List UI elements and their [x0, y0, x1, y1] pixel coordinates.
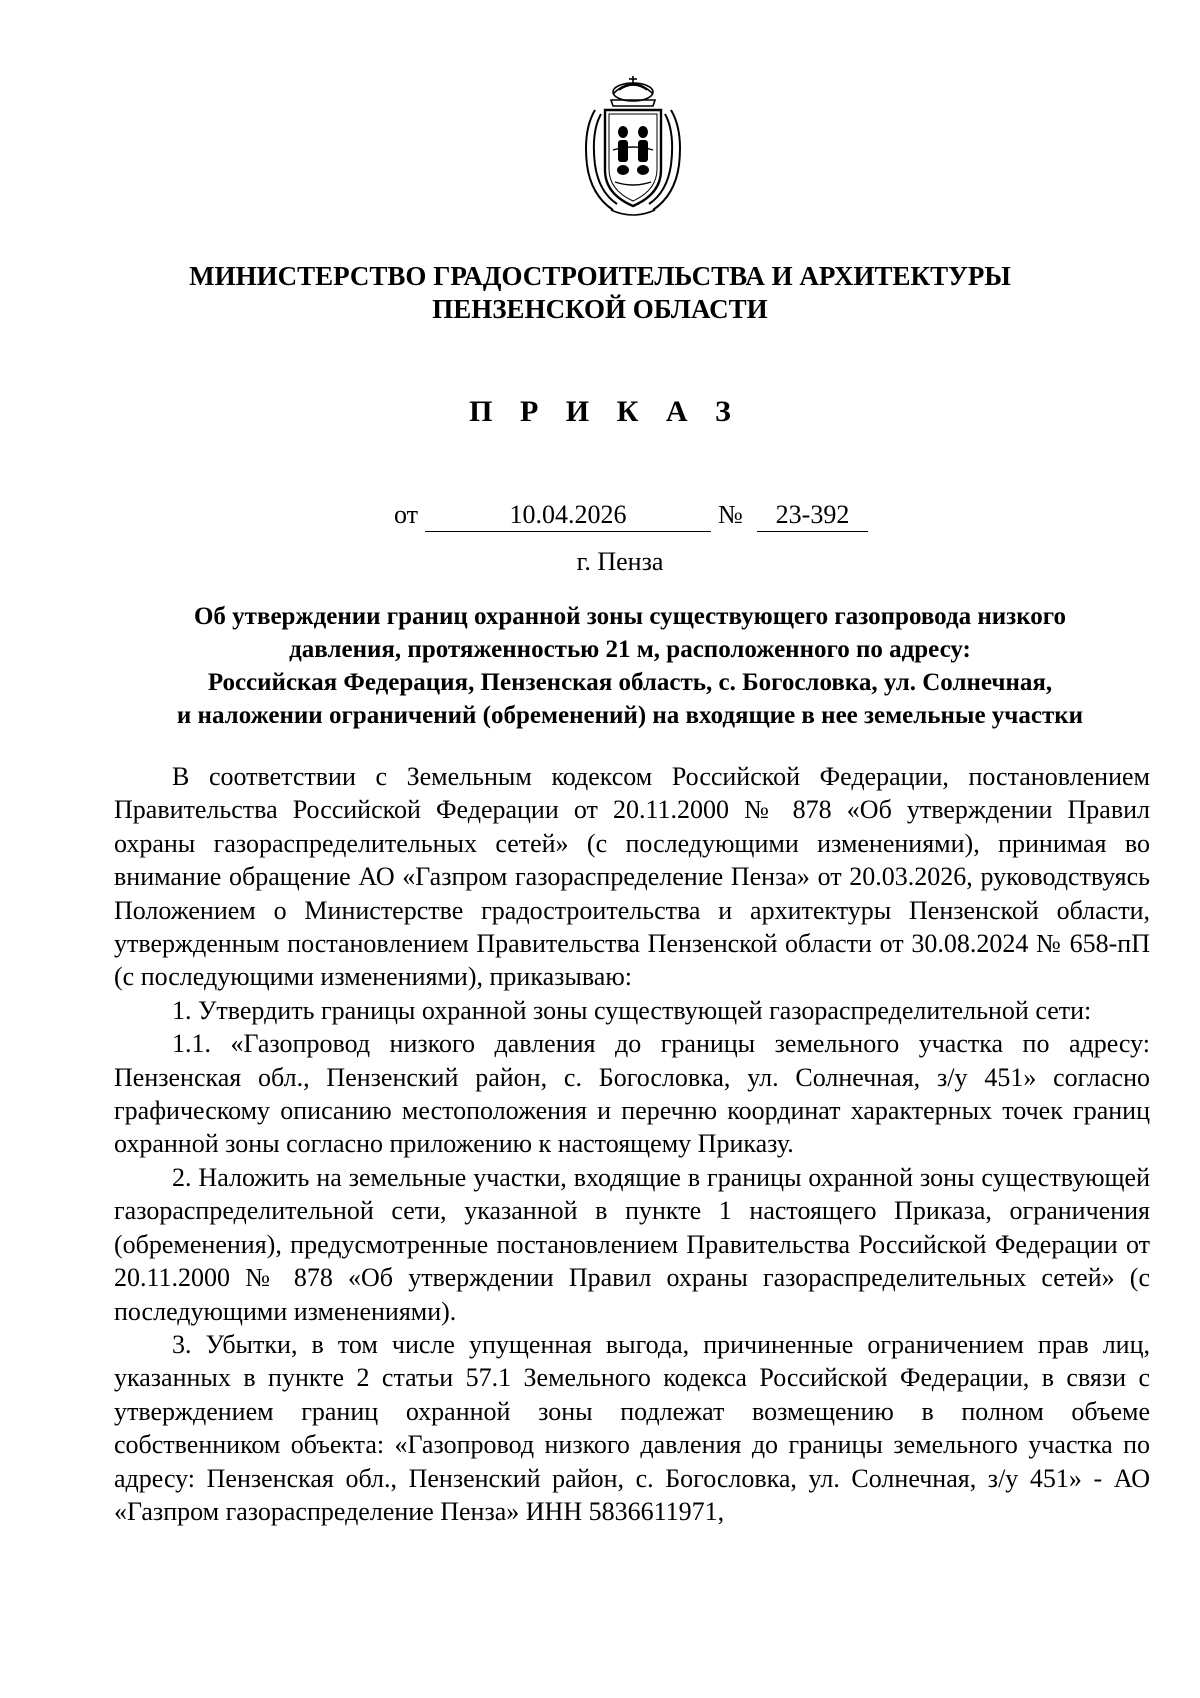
order-date: 10.04.2026	[425, 497, 711, 532]
ministry-name	[0, 260, 1200, 326]
subject-line-3: Российская Федерация, Пензенская область, с. Богословка, ул. Солнечная,	[207, 669, 1053, 696]
subject-line-1: Об утверждении границ охранной зоны существующего газопровода низкого	[193, 603, 1067, 630]
item-3-paragraph: 3. Убытки, в том числе упущенная выгода, причиненные ограничением прав лиц, указанных в пункте 2 статьи 57.1 Земельного кодекса Российской Федерации, в связи с утверждением границ охранной зоны подлежат возмещению в полном объеме собственником объекта: «Газопровод низкого давления до границы земельного участка по адресу: Пензенская обл., Пензенский район, с. Богословка, ул. Солнечная, з/у 451» - АО «Газпром газораспределение Пенза» ИНН 5836611971,	[114, 1329, 1150, 1526]
preamble-paragraph: В соответствии с Земельным кодексом Российской Федерации, постановлением Правительства Российской Федерации от 20.11.2000 № 878 «Об утверждении Правил охраны газораспределительных сетей» (с последующими изменениями), принимая во внимание обращение АО «Газпром газораспределение Пенза» от 20.03.2026, руководствуясь Положением о Министерстве градостроительства и архитектуры Пензенской области, утвержденным постановлением Правительства Пензенской области от 30.08.2024 № 658-пП (с последующими изменениями), приказываю:	[114, 762, 1150, 992]
order-subject	[110, 600, 1150, 732]
penza-oblast-coat-of-arms-icon	[573, 70, 693, 220]
number-sign: №	[718, 500, 743, 529]
item-1-1-paragraph: 1.1. «Газопровод низкого давления до границы земельного участка по адресу: Пензенская обл., Пензенский район, с. Богословка, ул. Солнечная, з/у 451» согласно графическому описанию местоположения и перечню координат характерных точек границ охранной зоны согласно приложению к настоящему Приказу.	[114, 1029, 1150, 1159]
item-2-paragraph: 2. Наложить на земельные участки, входящие в границы охранной зоны существующей газораспределительной сети, указанной в пункте 1 настоящего Приказа, ограничения (обременения), предусмотренные постановлением Правительства Российской Федерации от 20.11.2000 № 878 «Об утверждении Правил охраны газораспределительных сетей» (с последующими изменениями).	[114, 1162, 1150, 1326]
date-prefix: от	[394, 500, 419, 529]
order-date-number-line	[0, 497, 1200, 533]
ministry-name-line-2: ПЕНЗЕНСКОЙ ОБЛАСТИ	[432, 294, 768, 324]
order-body	[114, 760, 1150, 1528]
order-title: П Р И К А З	[469, 395, 741, 428]
ministry-name-line-1: МИНИСТЕРСТВО ГРАДОСТРОИТЕЛЬСТВА И АРХИТЕКТУРЫ	[189, 261, 1011, 291]
order-city: г. Пенза	[576, 547, 664, 576]
item-1-paragraph: 1. Утвердить границы охранной зоны существующей газораспределительной сети:	[172, 995, 1092, 1025]
subject-line-2: давления, протяженностью 21 м, расположенного по адресу:	[289, 636, 971, 663]
subject-line-4: и наложении ограничений (обременений) на входящие в нее земельные участки	[176, 702, 1084, 729]
order-number: 23-392	[757, 497, 868, 532]
